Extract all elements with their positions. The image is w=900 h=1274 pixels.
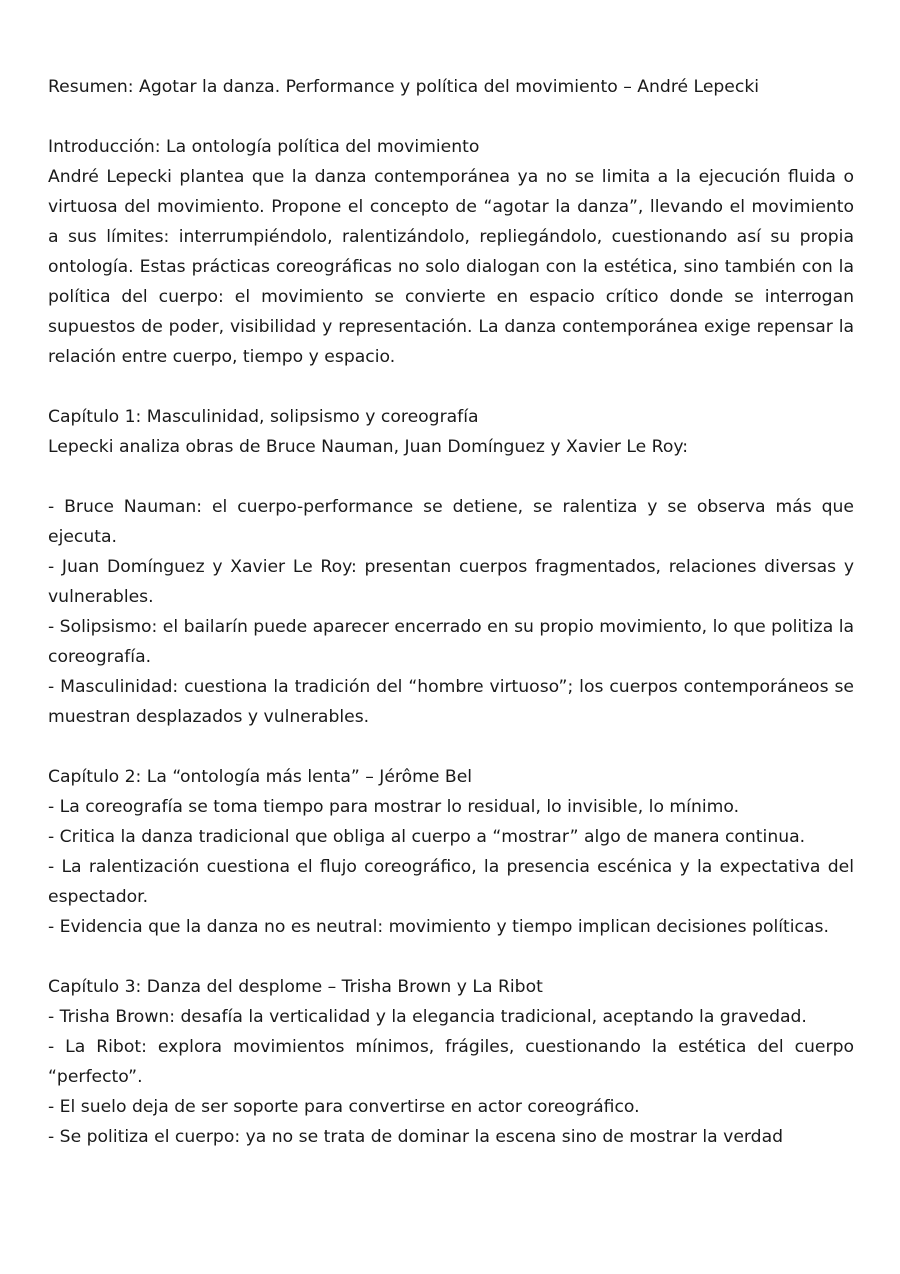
spacer — [48, 102, 854, 132]
chapter3-item-trisha-brown: - Trisha Brown: desafía la verticalidad y la elegancia tradicional, aceptando la gravedad. — [48, 1007, 807, 1027]
spacer — [48, 372, 854, 402]
document-body — [48, 72, 854, 1152]
spacer — [48, 942, 854, 972]
chapter1-item-masculinidad: - Masculinidad: cuestiona la tradición del “hombre virtuoso”; los cuerpos contemporáneos se muestran desplazados y vulnerables. — [48, 677, 854, 727]
spacer — [48, 732, 854, 762]
chapter1-heading: Capítulo 1: Masculinidad, solipsismo y coreografía — [48, 407, 479, 427]
chapter3-item-la-ribot: - La Ribot: explora movimientos mínimos, frágiles, cuestionando la estética del cuerpo “perfecto”. — [48, 1037, 854, 1087]
chapter3-item-suelo: - El suelo deja de ser soporte para convertirse en actor coreográfico. — [48, 1097, 640, 1117]
chapter3-heading: Capítulo 3: Danza del desplome – Trisha Brown y La Ribot — [48, 977, 543, 997]
document-title: Resumen: Agotar la danza. Performance y política del movimiento – André Lepecki — [48, 77, 760, 97]
chapter1-item-dominguez-leroy: - Juan Domínguez y Xavier Le Roy: presentan cuerpos fragmentados, relaciones diversas y vulnerables. — [48, 557, 854, 607]
chapter2-item-ralentizacion: - La ralentización cuestiona el flujo coreográfico, la presencia escénica y la expectativa del espectador. — [48, 857, 854, 907]
chapter1-item-solipsismo: - Solipsismo: el bailarín puede aparecer encerrado en su propio movimiento, lo que politiza la coreografía. — [48, 617, 854, 667]
chapter2-item-critica: - Critica la danza tradicional que obliga al cuerpo a “mostrar” algo de manera continua. — [48, 827, 806, 847]
chapter1-lead: Lepecki analiza obras de Bruce Nauman, Juan Domínguez y Xavier Le Roy: — [48, 437, 689, 457]
chapter1-item-nauman: - Bruce Nauman: el cuerpo-performance se detiene, se ralentiza y se observa más que ejecuta. — [48, 497, 854, 547]
spacer — [48, 462, 854, 492]
chapter3-item-politiza: - Se politiza el cuerpo: ya no se trata de dominar la escena sino de mostrar la verdad — [48, 1127, 784, 1147]
chapter2-item-residual: - La coreografía se toma tiempo para mostrar lo residual, lo invisible, lo mínimo. — [48, 797, 740, 817]
intro-heading: Introducción: La ontología política del movimiento — [48, 137, 480, 157]
chapter2-item-evidencia: - Evidencia que la danza no es neutral: movimiento y tiempo implican decisiones políticas. — [48, 917, 829, 937]
chapter2-heading: Capítulo 2: La “ontología más lenta” – Jérôme Bel — [48, 767, 473, 787]
intro-paragraph: André Lepecki plantea que la danza contemporánea ya no se limita a la ejecución fluida o virtuosa del movimiento. Propone el concepto de “agotar la danza”, llevando el movimiento a sus límites: interrumpiéndolo, ralentizándolo, repliegándolo, cuestionando así su propia ontología. Estas prácticas coreográficas no solo dialogan con la estética, sino también con la política del cuerpo: el movimiento se convierte en espacio crítico donde se interrogan supuestos de poder, visibilidad y representación. La danza contemporánea exige repensar la relación entre cuerpo, tiempo y espacio. — [48, 167, 854, 367]
